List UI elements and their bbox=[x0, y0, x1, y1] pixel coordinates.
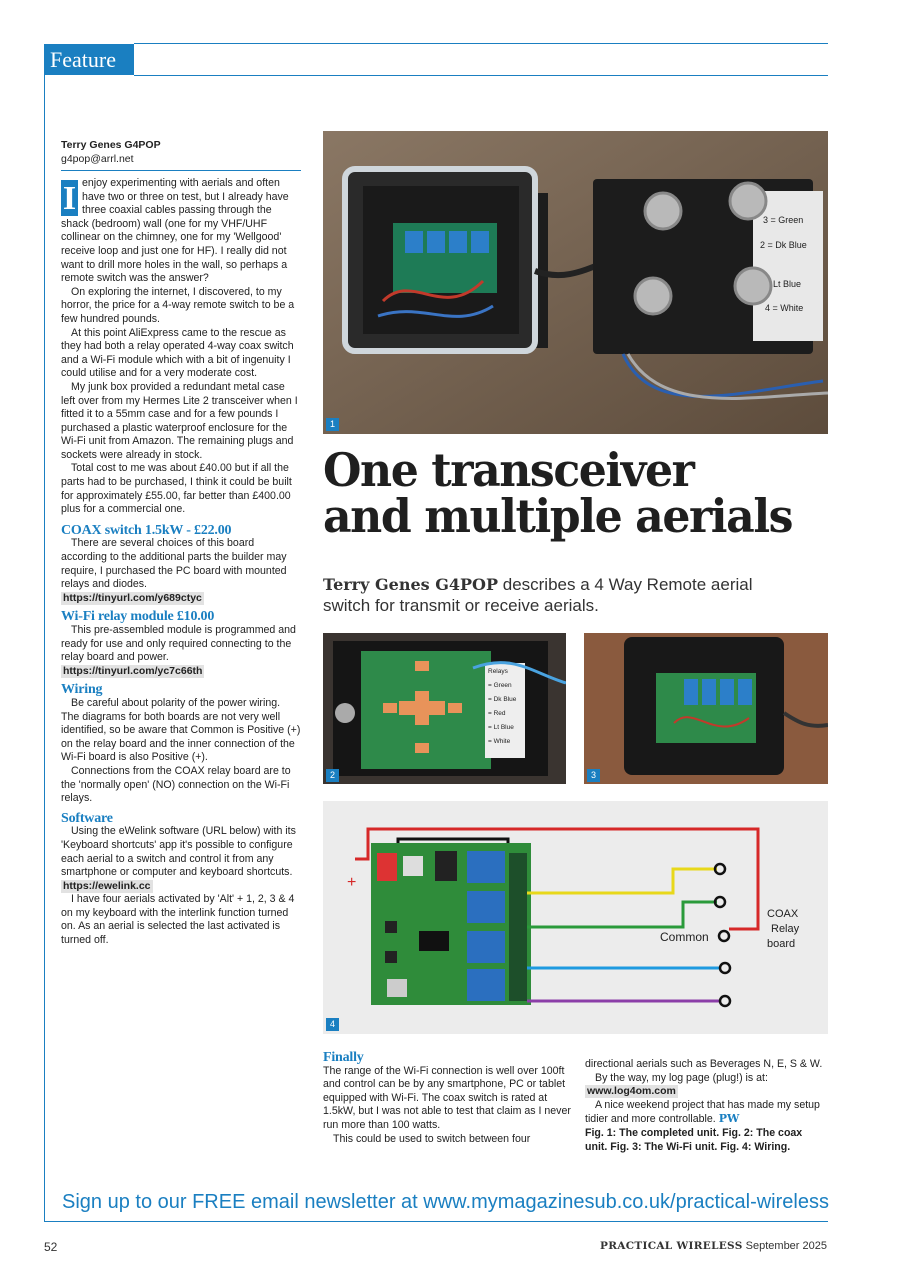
standfirst bbox=[323, 574, 803, 616]
yellow-wire bbox=[527, 869, 717, 893]
figure-captions: Fig. 1: The completed unit. Fig. 2: The coax unit. Fig. 3: The Wi-Fi unit. Fig. 4: Wiring. bbox=[585, 1126, 803, 1153]
wifi-text: This pre-assembled module is programmed and ready for use and only required connecting to the relay board and power. bbox=[61, 624, 296, 664]
photo1-label-4: 4 = White bbox=[765, 303, 804, 313]
intro-paragraph-5: Total cost to me was about £40.00 but if all the parts had to be purchased, I think it could be built for approximately £55.00, far better than £400.00 plus for a commercial one. bbox=[61, 462, 292, 516]
standfirst-author: Terry Genes G4POP bbox=[323, 575, 499, 594]
finally-paragraph-5: A nice weekend project that has made my setup tidier and more controllable. bbox=[585, 1098, 820, 1126]
coax-label-3: board bbox=[767, 938, 796, 950]
software-paragraph-1: Using the eWelink software (URL below) with its 'Keyboard shortcuts' app it's possible to configure each aerial to a switch and control it from any smartphone or computer and keyboard shortcuts. bbox=[61, 825, 296, 879]
wifi-link[interactable]: https://tinyurl.com/yc7c66th bbox=[63, 664, 203, 677]
page-number: 52 bbox=[44, 1240, 58, 1254]
photo-completed-unit bbox=[323, 131, 828, 434]
wiring-heading: Wiring bbox=[61, 682, 103, 698]
photo1-label-1: 3 = Green bbox=[763, 215, 804, 225]
finally-continued bbox=[585, 1058, 825, 1154]
relay-2 bbox=[467, 891, 505, 923]
intro-paragraph-3: At this point AliExpress came to the rescue as they had both a relay operated 4-way coax switch and a Wi-Fi module which with a bit of ingenuity I could utilise and for a very moderate cost. bbox=[61, 326, 294, 380]
coax-section bbox=[61, 524, 301, 606]
left-column bbox=[61, 177, 301, 948]
magazine-name: PRACTICAL WIRELESS bbox=[600, 1240, 743, 1252]
issue-date: September 2025 bbox=[745, 1240, 827, 1252]
frame-left-rule bbox=[44, 75, 45, 1221]
photo-3-number: 3 bbox=[587, 769, 600, 782]
finally-paragraph-1: The range of the Wi-Fi connection is well over 100ft and control can be by any smartphone, PC or tablet equipped with Wi-Fi. The coax switch is rated at 1.5kW, but I was not able to test that claim as I never run more than 100 watts. bbox=[323, 1064, 571, 1131]
software-section bbox=[61, 812, 301, 948]
finally-section bbox=[323, 1051, 571, 1146]
headline-line-2: and multiple aerials bbox=[323, 489, 793, 543]
photo2-label-2: = Green bbox=[488, 682, 512, 689]
photo-wifi-unit-art bbox=[584, 633, 828, 784]
magazine-footer bbox=[600, 1240, 827, 1252]
relay-3 bbox=[467, 931, 505, 963]
finally-paragraph-3: directional aerials such as Beverages N, E, S & W. bbox=[585, 1058, 823, 1070]
software-link[interactable]: https://ewelink.cc bbox=[63, 879, 151, 892]
wifi-section bbox=[61, 610, 301, 678]
coax-link[interactable]: https://tinyurl.com/y689ctyc bbox=[63, 591, 202, 604]
photo1-label-3: Lt Blue bbox=[773, 279, 802, 289]
common-label: Common bbox=[660, 930, 709, 944]
headline-line-1: One transceiver bbox=[323, 443, 694, 497]
green-wire bbox=[527, 902, 717, 927]
coax-text: There are several choices of this board according to the additional parts the builder may require, I purchased the PC board with mounted relays and diodes. bbox=[61, 537, 287, 591]
wiring-paragraph-2: Connections from the COAX relay board are to the 'normally open' (NO) connection on the Wi-Fi relays. bbox=[61, 764, 291, 805]
coax-heading: COAX switch 1.5kW - £22.00 bbox=[61, 522, 232, 538]
positive-label: + bbox=[347, 874, 357, 891]
log-link[interactable]: www.log4om.com bbox=[587, 1085, 676, 1098]
header-rule-top bbox=[134, 43, 828, 44]
author-divider bbox=[61, 170, 301, 171]
terminal-3 bbox=[720, 963, 730, 973]
headline bbox=[323, 443, 803, 543]
terminal-4 bbox=[720, 996, 730, 1006]
frame-bottom-rule bbox=[44, 1221, 828, 1222]
intro-paragraph-2: On exploring the internet, I discovered, to my horror, the price for a 4-way remote switch to be a few hundred pounds. bbox=[61, 285, 295, 325]
drop-cap: I bbox=[62, 180, 77, 217]
photo-coax-unit-art bbox=[323, 633, 566, 784]
wiring-diagram bbox=[323, 801, 828, 1034]
photo-1-number: 1 bbox=[326, 418, 339, 431]
terminal-common bbox=[719, 931, 729, 941]
finally-heading: Finally bbox=[323, 1050, 364, 1065]
newsletter-banner[interactable]: Sign up to our FREE email newsletter at www.mymagazinesub.co.uk/practical-wireless bbox=[62, 1191, 829, 1213]
photo2-label-4: = Red bbox=[488, 710, 506, 717]
photo-wifi-unit bbox=[584, 633, 828, 784]
photo2-label-6: = White bbox=[488, 738, 511, 745]
header-rule-bottom bbox=[134, 75, 828, 76]
pw-end-mark: PW bbox=[718, 1112, 740, 1126]
intro-paragraph-1: enjoy experimenting with aerials and often have two or three on test, but I already have three coaxial cables passing through the shack (bedroom) wall (one for my VHF/UHF collinear on the chimney, one for my 'Wellgood' receive loop and just one for HF). I really did not want to drill more holes in the wall, so perhaps a remote switch was the answer? bbox=[61, 177, 289, 285]
photo1-label-2: 2 = Dk Blue bbox=[760, 240, 807, 250]
wiring-section bbox=[61, 683, 301, 805]
section-tab: Feature bbox=[44, 44, 134, 75]
relay-4 bbox=[467, 969, 505, 1001]
wifi-heading: Wi-Fi relay module £10.00 bbox=[61, 609, 215, 625]
photo-coax-unit bbox=[323, 633, 566, 784]
standfirst-text: describes a 4 Way Remote aerial switch for transmit or receive aerials. bbox=[323, 575, 753, 615]
software-paragraph-2: I have four aerials activated by 'Alt' + 1, 2, 3 & 4 on my keyboard with the interlink function turned on. As an aerial is selected the last activated is turned off. bbox=[61, 893, 295, 947]
photo2-label-1: Relays bbox=[488, 668, 508, 675]
intro-paragraph-4: My junk box provided a redundant metal case left over from my Hermes Lite 2 transceiver when I fitted it to a 55mm case and for a few pounds I purchased a plastic waterproof enclosure for the Wi-Fi unit from Amazon. The remaining plugs and sockets were already in stock. bbox=[61, 380, 298, 461]
photo-4-number: 4 bbox=[326, 1018, 339, 1031]
photo-completed-unit-art bbox=[323, 131, 828, 434]
author-email: g4pop@arrl.net bbox=[61, 153, 134, 165]
coax-label-2: Relay bbox=[771, 923, 800, 935]
coax-label-1: COAX bbox=[767, 908, 799, 920]
wiring-paragraph-1: Be careful about polarity of the power wiring. The diagrams for both boards are not very well identified, so be aware that Common is Positive (+) on the relay board and the inner connection of the Wi-Fi board is also Positive (+). bbox=[61, 696, 301, 764]
finally-paragraph-2: This could be used to switch between four bbox=[333, 1132, 531, 1145]
author-name: Terry Genes G4POP bbox=[61, 139, 161, 151]
wiring-diagram-art bbox=[323, 801, 828, 1034]
photo-2-number: 2 bbox=[326, 769, 339, 782]
relay-1 bbox=[467, 851, 505, 883]
finally-paragraph-4: By the way, my log page (plug!) is at: bbox=[595, 1071, 768, 1084]
photo2-label-3: = Dk Blue bbox=[488, 696, 517, 703]
software-heading: Software bbox=[61, 810, 113, 826]
photo2-label-5: = Lt Blue bbox=[488, 724, 514, 731]
